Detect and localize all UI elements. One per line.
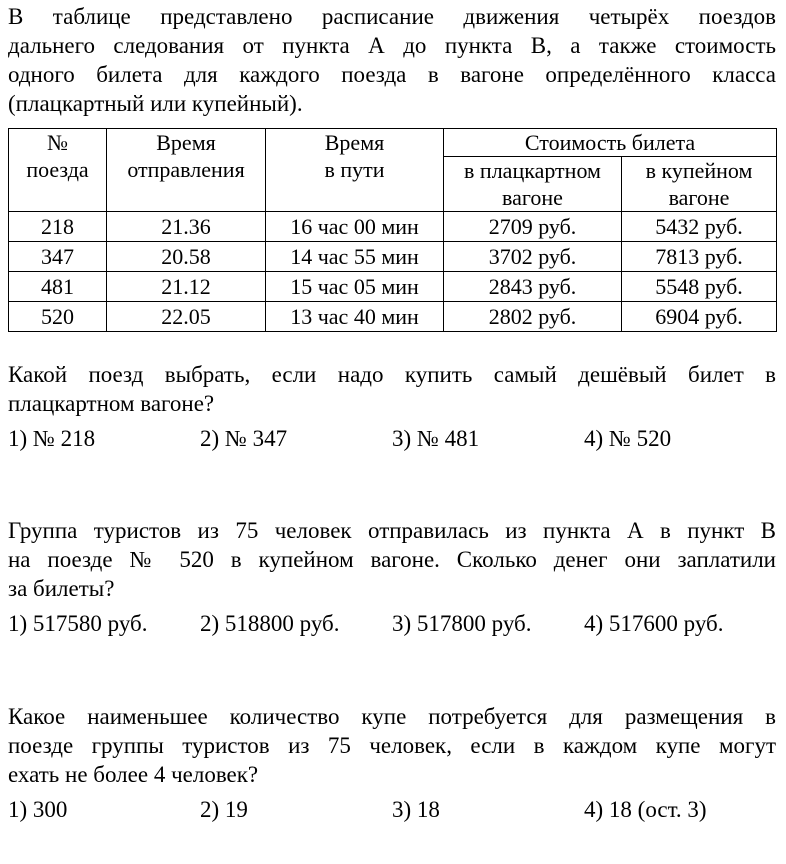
answer-options [8,795,776,825]
answer-option-2[interactable]: 2) 518800 руб. [200,611,340,636]
intro-paragraph [8,2,776,118]
cell-travel-time: 14 час 55 мин [266,242,444,272]
cell-platskart-price: 2709 руб. [444,212,622,242]
cell-platskart-price: 2843 руб. [444,272,622,302]
header-line: отправления [127,157,245,182]
header-departure-time [107,129,266,212]
cell-kupe-price: 5432 руб. [622,212,777,242]
question-text [8,360,776,418]
question-1 [8,360,776,454]
answer-option-1[interactable]: 1) 300 [8,797,68,822]
header-line: вагоне [668,185,730,210]
table-header-row [9,129,777,157]
header-travel-time [266,129,444,212]
header-line: вагоне [502,185,563,210]
question-2 [8,516,776,639]
cell-train-number: 218 [9,212,107,242]
header-line: поезда [26,157,89,182]
header-line: Время [156,130,216,155]
cell-departure: 22.05 [107,302,266,332]
cell-kupe-price: 5548 руб. [622,272,777,302]
intro-line: (плацкартный или купейный). [8,91,303,116]
answer-option-4[interactable]: 4) 18 (ост. 3) [584,797,707,822]
table-row [9,302,777,332]
answer-option-3[interactable]: 3) 18 [392,797,440,822]
table-row [9,242,777,272]
question-line: Группа туристов из 75 человек отправилась из пункта А в пункт В [8,518,776,543]
cell-travel-time: 13 час 40 мин [266,302,444,332]
cell-departure: 20.58 [107,242,266,272]
question-line: плацкартном вагоне? [8,391,215,416]
answer-option-2[interactable]: 2) № 347 [200,426,288,451]
answer-option-1[interactable]: 1) 517580 руб. [8,611,148,636]
answer-option-1[interactable]: 1) № 218 [8,426,96,451]
table-row [9,272,777,302]
answer-option-3[interactable]: 3) 517800 руб. [392,611,532,636]
answer-options [8,609,776,639]
header-line: в плацкартном [464,158,601,183]
cell-travel-time: 15 час 05 мин [266,272,444,302]
cell-kupe-price: 6904 руб. [622,302,777,332]
document-page [8,2,776,825]
header-kupe [622,157,777,212]
header-platskart [444,157,622,212]
header-line: Время [324,130,385,155]
cell-departure: 21.36 [107,212,266,242]
question-3 [8,702,776,825]
question-line: на поезде № 520 в купейном вагоне. Сколько денег они заплатили [8,547,776,572]
answer-option-2[interactable]: 2) 19 [200,797,248,822]
cell-train-number: 347 [9,242,107,272]
question-line: Какой поезд выбрать, если надо купить самый дешёвый билет в [8,362,776,387]
answer-option-3[interactable]: 3) № 481 [392,426,480,451]
intro-line: одного билета для каждого поезда в вагоне определённого класса [8,62,776,87]
cell-train-number: 481 [9,272,107,302]
header-train-number [9,129,107,212]
question-text [8,516,776,603]
header-ticket-cost: Стоимость билета [444,129,777,157]
cell-platskart-price: 3702 руб. [444,242,622,272]
intro-line: дальнего следования от пункта А до пункта В, а также стоимость [8,33,776,58]
question-line: поезде группы туристов из 75 человек, если в каждом купе могут [8,733,776,758]
question-line: ехать не более 4 человек? [8,762,259,787]
question-line: за билеты? [8,576,115,601]
answer-option-4[interactable]: 4) № 520 [584,426,672,451]
cell-platskart-price: 2802 руб. [444,302,622,332]
header-line: в пути [324,157,385,182]
answer-option-4[interactable]: 4) 517600 руб. [584,611,724,636]
spacer [8,454,776,516]
cell-departure: 21.12 [107,272,266,302]
cell-kupe-price: 7813 руб. [622,242,777,272]
cell-travel-time: 16 час 00 мин [266,212,444,242]
question-text [8,702,776,789]
cell-train-number: 520 [9,302,107,332]
answer-options [8,424,776,454]
intro-line: В таблице представлено расписание движения четырёх поездов [8,4,776,29]
header-line: в купейном [645,158,753,183]
spacer [8,639,776,702]
schedule-table [8,128,777,332]
header-line: № [47,130,68,155]
question-line: Какое наименьшее количество купе потребуется для размещения в [8,704,776,729]
table-row [9,212,777,242]
